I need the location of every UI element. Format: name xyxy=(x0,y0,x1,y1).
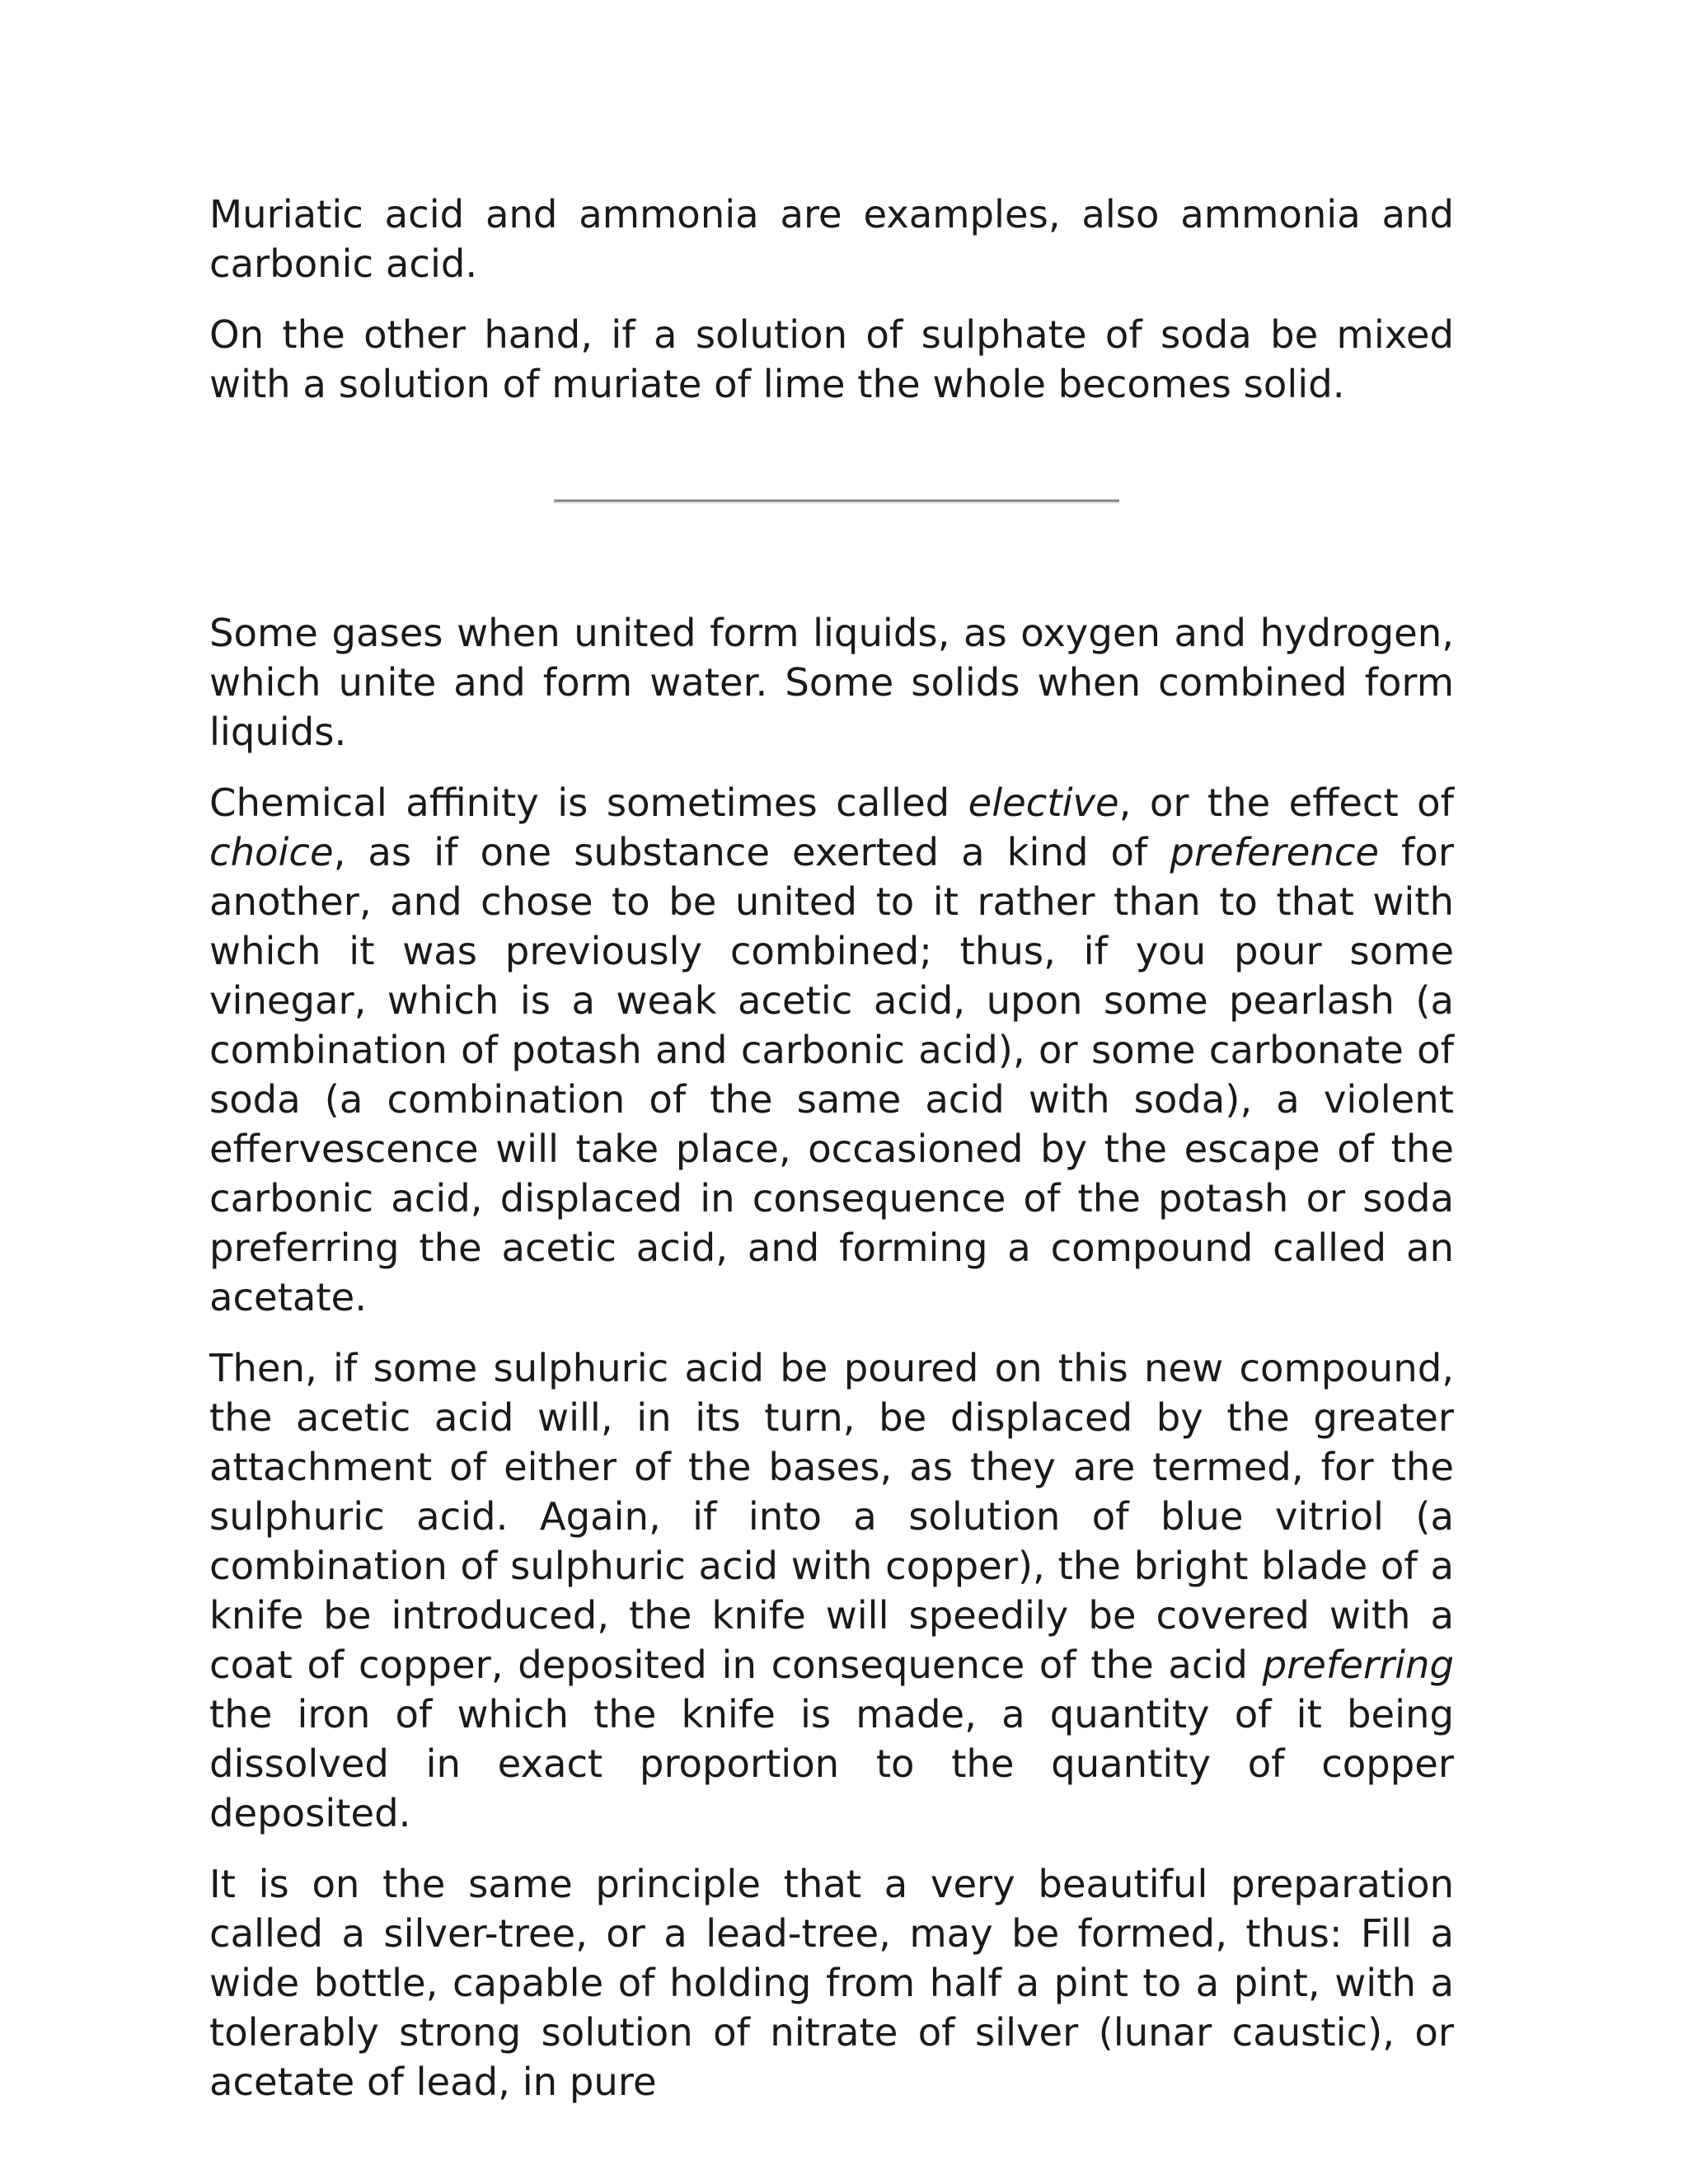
section-divider-area xyxy=(209,430,1454,608)
paragraph xyxy=(209,1343,1454,1838)
paragraph: It is on the same principle that a very beautiful preparation called a silver-tree, or a lead-tree, may be formed, thus: Fill a wide bottle, capable of holding from half a pint to a pint, with a tolerably strong solution of nitrate of silver (lunar caustic), or acetate of lead, in pure xyxy=(209,1862,1454,2104)
paragraph xyxy=(209,778,1454,1322)
text-run: for another, and chose to be united to it rather than to that with which it was previously combined; thus, if you pour some vinegar, which is a weak acetic acid, upon some pearlash (a combination of potash and carbonic acid), or some carbonate of soda (a combination of the same acid with soda), a violent effervescence will take place, occasioned by the escape of the carbonic acid, displaced in consequence of the potash or soda preferring the acetic acid, and forming a compound called an acetate. xyxy=(209,830,1454,1319)
paragraph: Some gases when united form liquids, as oxygen and hydrogen, which unite and form water. Some solids when combined form liquids. xyxy=(209,611,1454,754)
text-run: , or the effect of xyxy=(1118,780,1454,825)
italic-text: preference xyxy=(1170,830,1379,874)
italic-text: preferring xyxy=(1262,1643,1454,1687)
paragraph: Muriatic acid and ammonia are examples, also ammonia and carbonic acid. xyxy=(209,192,1454,286)
section-divider xyxy=(554,499,1119,504)
italic-text: elective xyxy=(968,780,1119,825)
text-run: , as if one substance exerted a kind of xyxy=(333,830,1170,874)
text-run: Chemical affinity is sometimes called xyxy=(209,780,968,825)
text-run: the iron of which the knife is made, a quantity of it being dissolved in exact proportion to the quantity of copper deposited. xyxy=(209,1692,1454,1835)
italic-text: choice xyxy=(209,830,334,874)
paragraph: On the other hand, if a solution of sulphate of soda be mixed with a solution of muriate of lime the whole becomes solid. xyxy=(209,312,1454,406)
text-run: Then, if some sulphuric acid be poured on this new compound, the acetic acid will, in its turn, be displaced by the greater attachment of either of the bases, as they are termed, for the sulphuric acid. Again, if into a solution of blue vitriol (a combination of sulphuric acid with copper), the bright blade of a knife be introduced, the knife will speedily be covered with a coat of copper, deposited in consequence of the acid xyxy=(209,1346,1454,1687)
document-page xyxy=(209,190,1454,2128)
